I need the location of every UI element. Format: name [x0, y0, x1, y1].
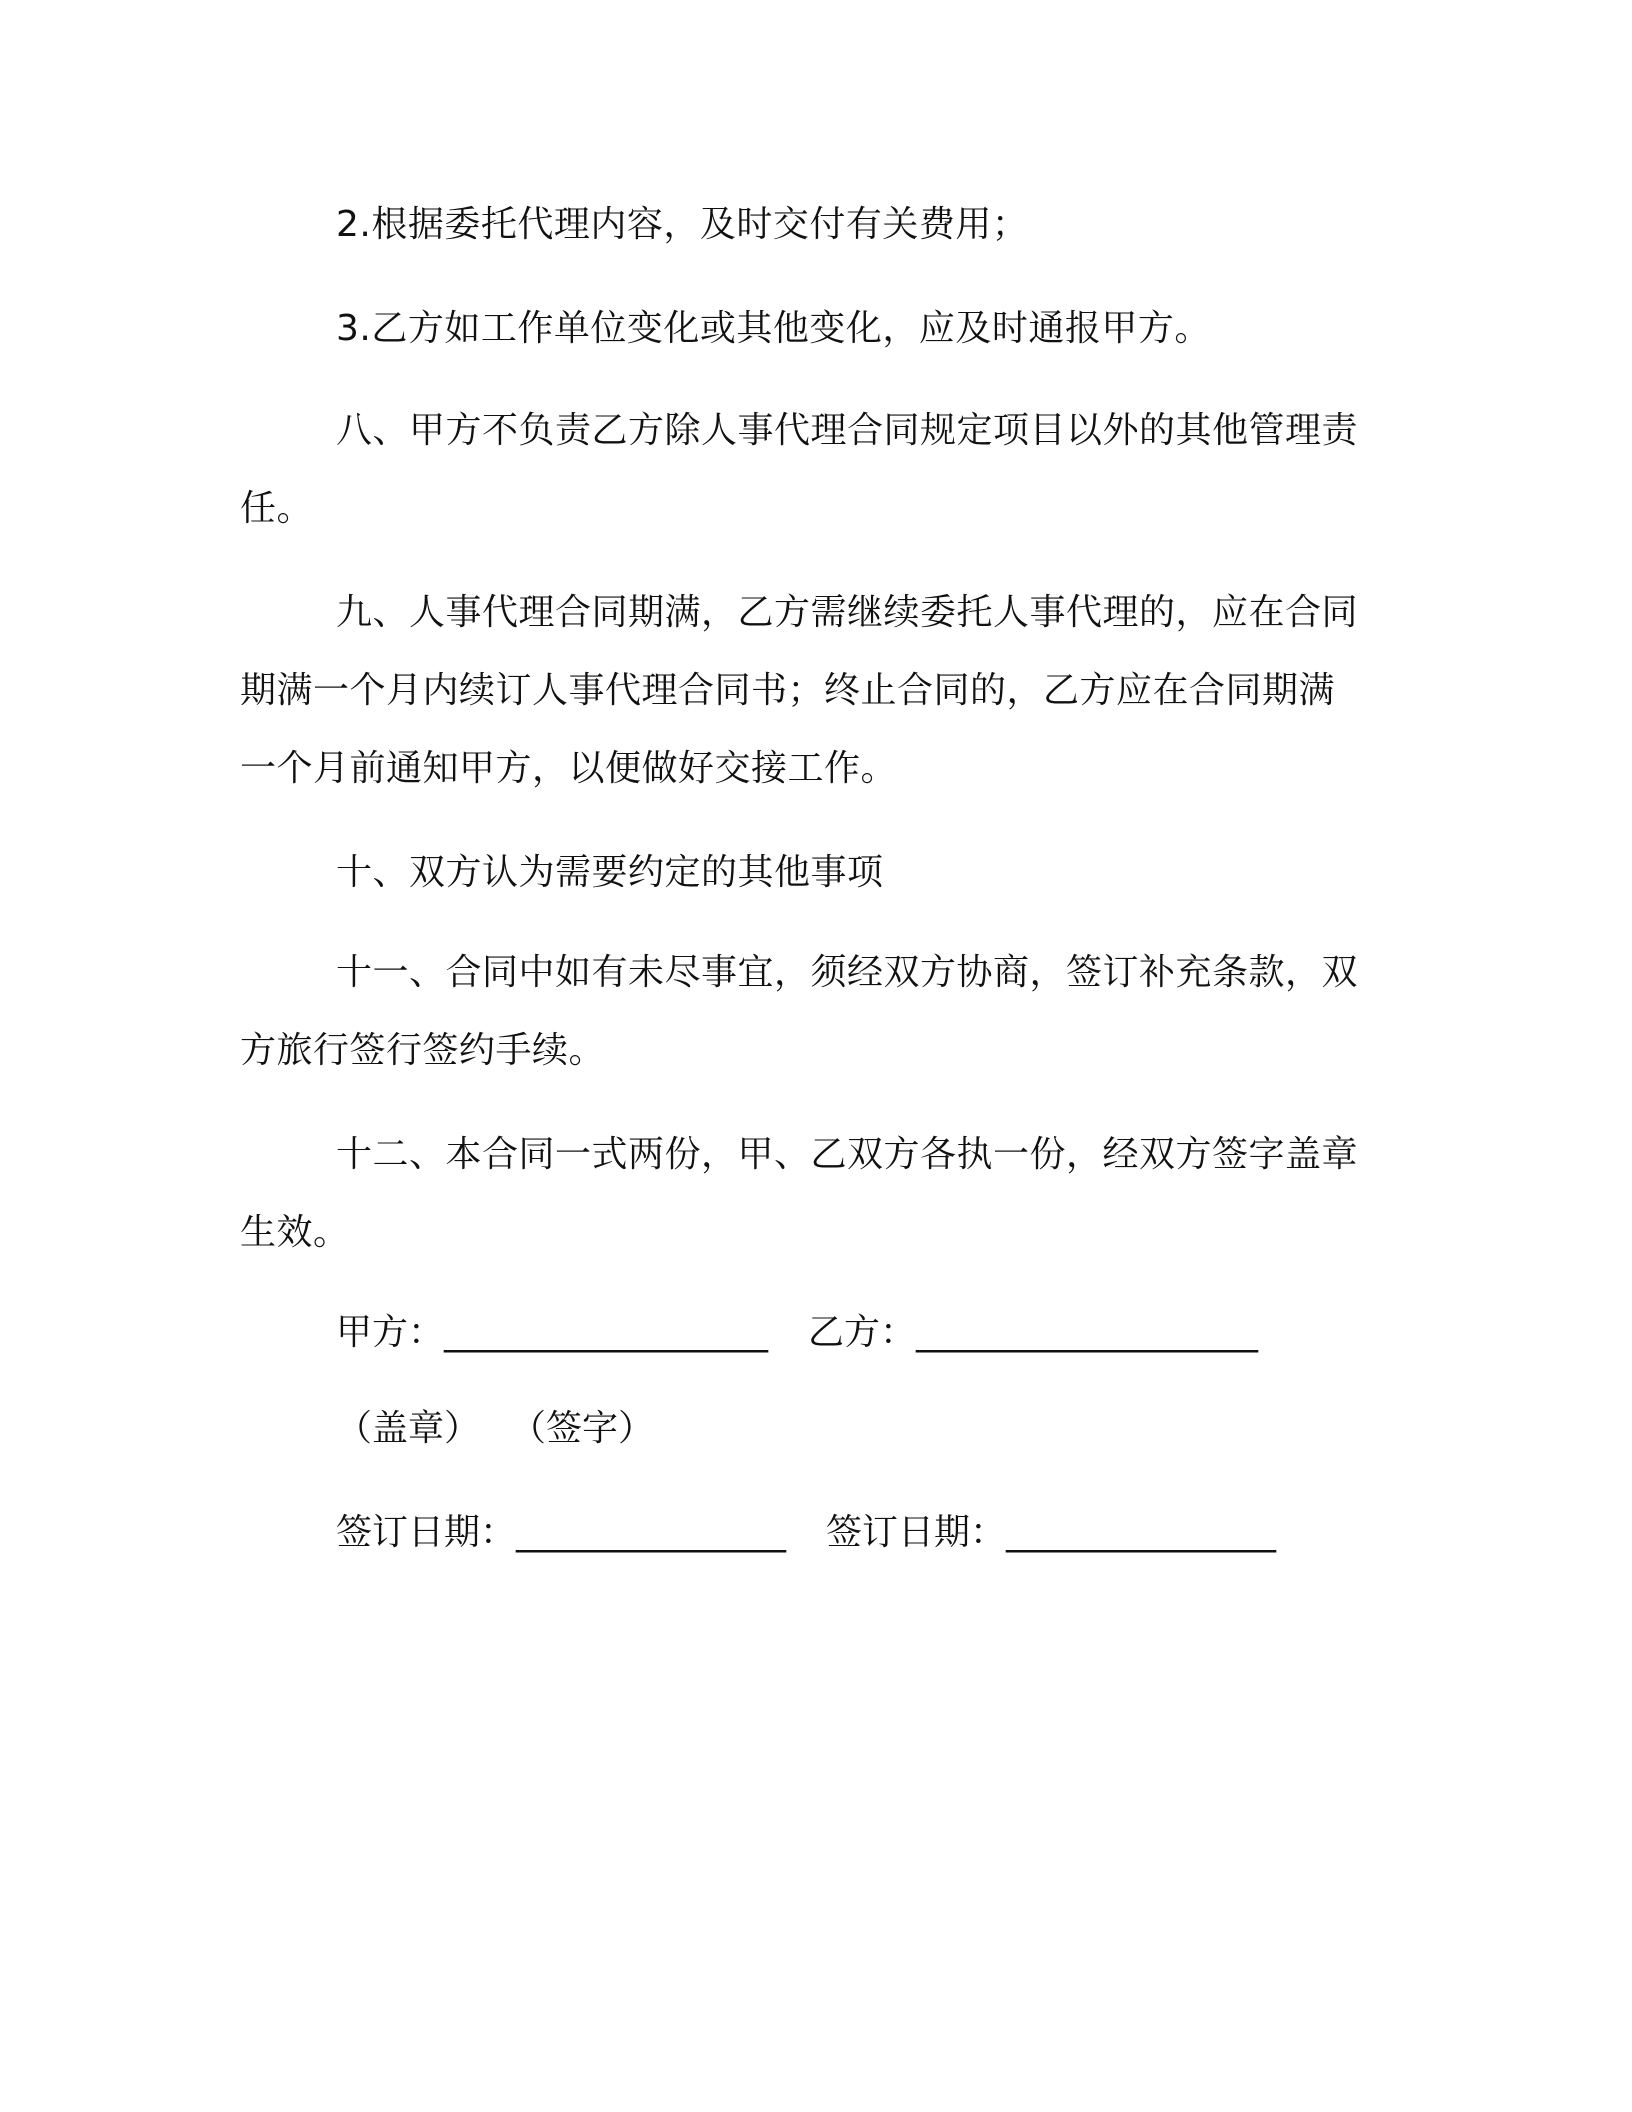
seal-label: （盖章）	[336, 1408, 481, 1449]
date-a-label: 签订日期：	[336, 1512, 517, 1553]
signature-parties-row	[336, 1308, 1258, 1358]
sign-label: （签字）	[510, 1408, 655, 1449]
party-b-signature-line: ___________________	[916, 1312, 1259, 1353]
paragraph-clause-12: 十二、本合同一式两份，甲、乙双方各执一份，经双方签字盖章生效。	[240, 1134, 1359, 1253]
signing-date-row	[336, 1508, 1276, 1558]
paragraph-clause-10: 十、双方认为需要约定的其他事项	[336, 852, 884, 893]
party-b-label: 乙方：	[808, 1312, 917, 1353]
paragraph-fee-payment: 2.根据委托代理内容，及时交付有关费用；	[336, 204, 1029, 245]
paragraph-clause-11: 十一、合同中如有未尽事宜，须经双方协商，签订补充条款，双方旅行签行签约手续。	[240, 952, 1359, 1071]
date-b-label: 签订日期：	[826, 1512, 1007, 1553]
paragraph-change-notice: 3.乙方如工作单位变化或其他变化，应及时通报甲方。	[336, 308, 1211, 349]
paragraph-clause-8: 八、甲方不负责乙方除人事代理合同规定项目以外的其他管理责任。	[240, 410, 1359, 529]
paragraph-clause-9: 九、人事代理合同期满，乙方需继续委托人事代理的，应在合同期满一个月内续订人事代理合同书；终止合同的，乙方应在合同期满一个月前通知甲方，以便做好交接工作。	[240, 592, 1359, 789]
party-a-signature-line: __________________	[444, 1312, 769, 1353]
date-a-line: _______________	[516, 1512, 787, 1553]
date-b-line: _______________	[1006, 1512, 1277, 1553]
seal-sign-row	[336, 1404, 654, 1454]
party-a-label: 甲方：	[336, 1312, 445, 1353]
